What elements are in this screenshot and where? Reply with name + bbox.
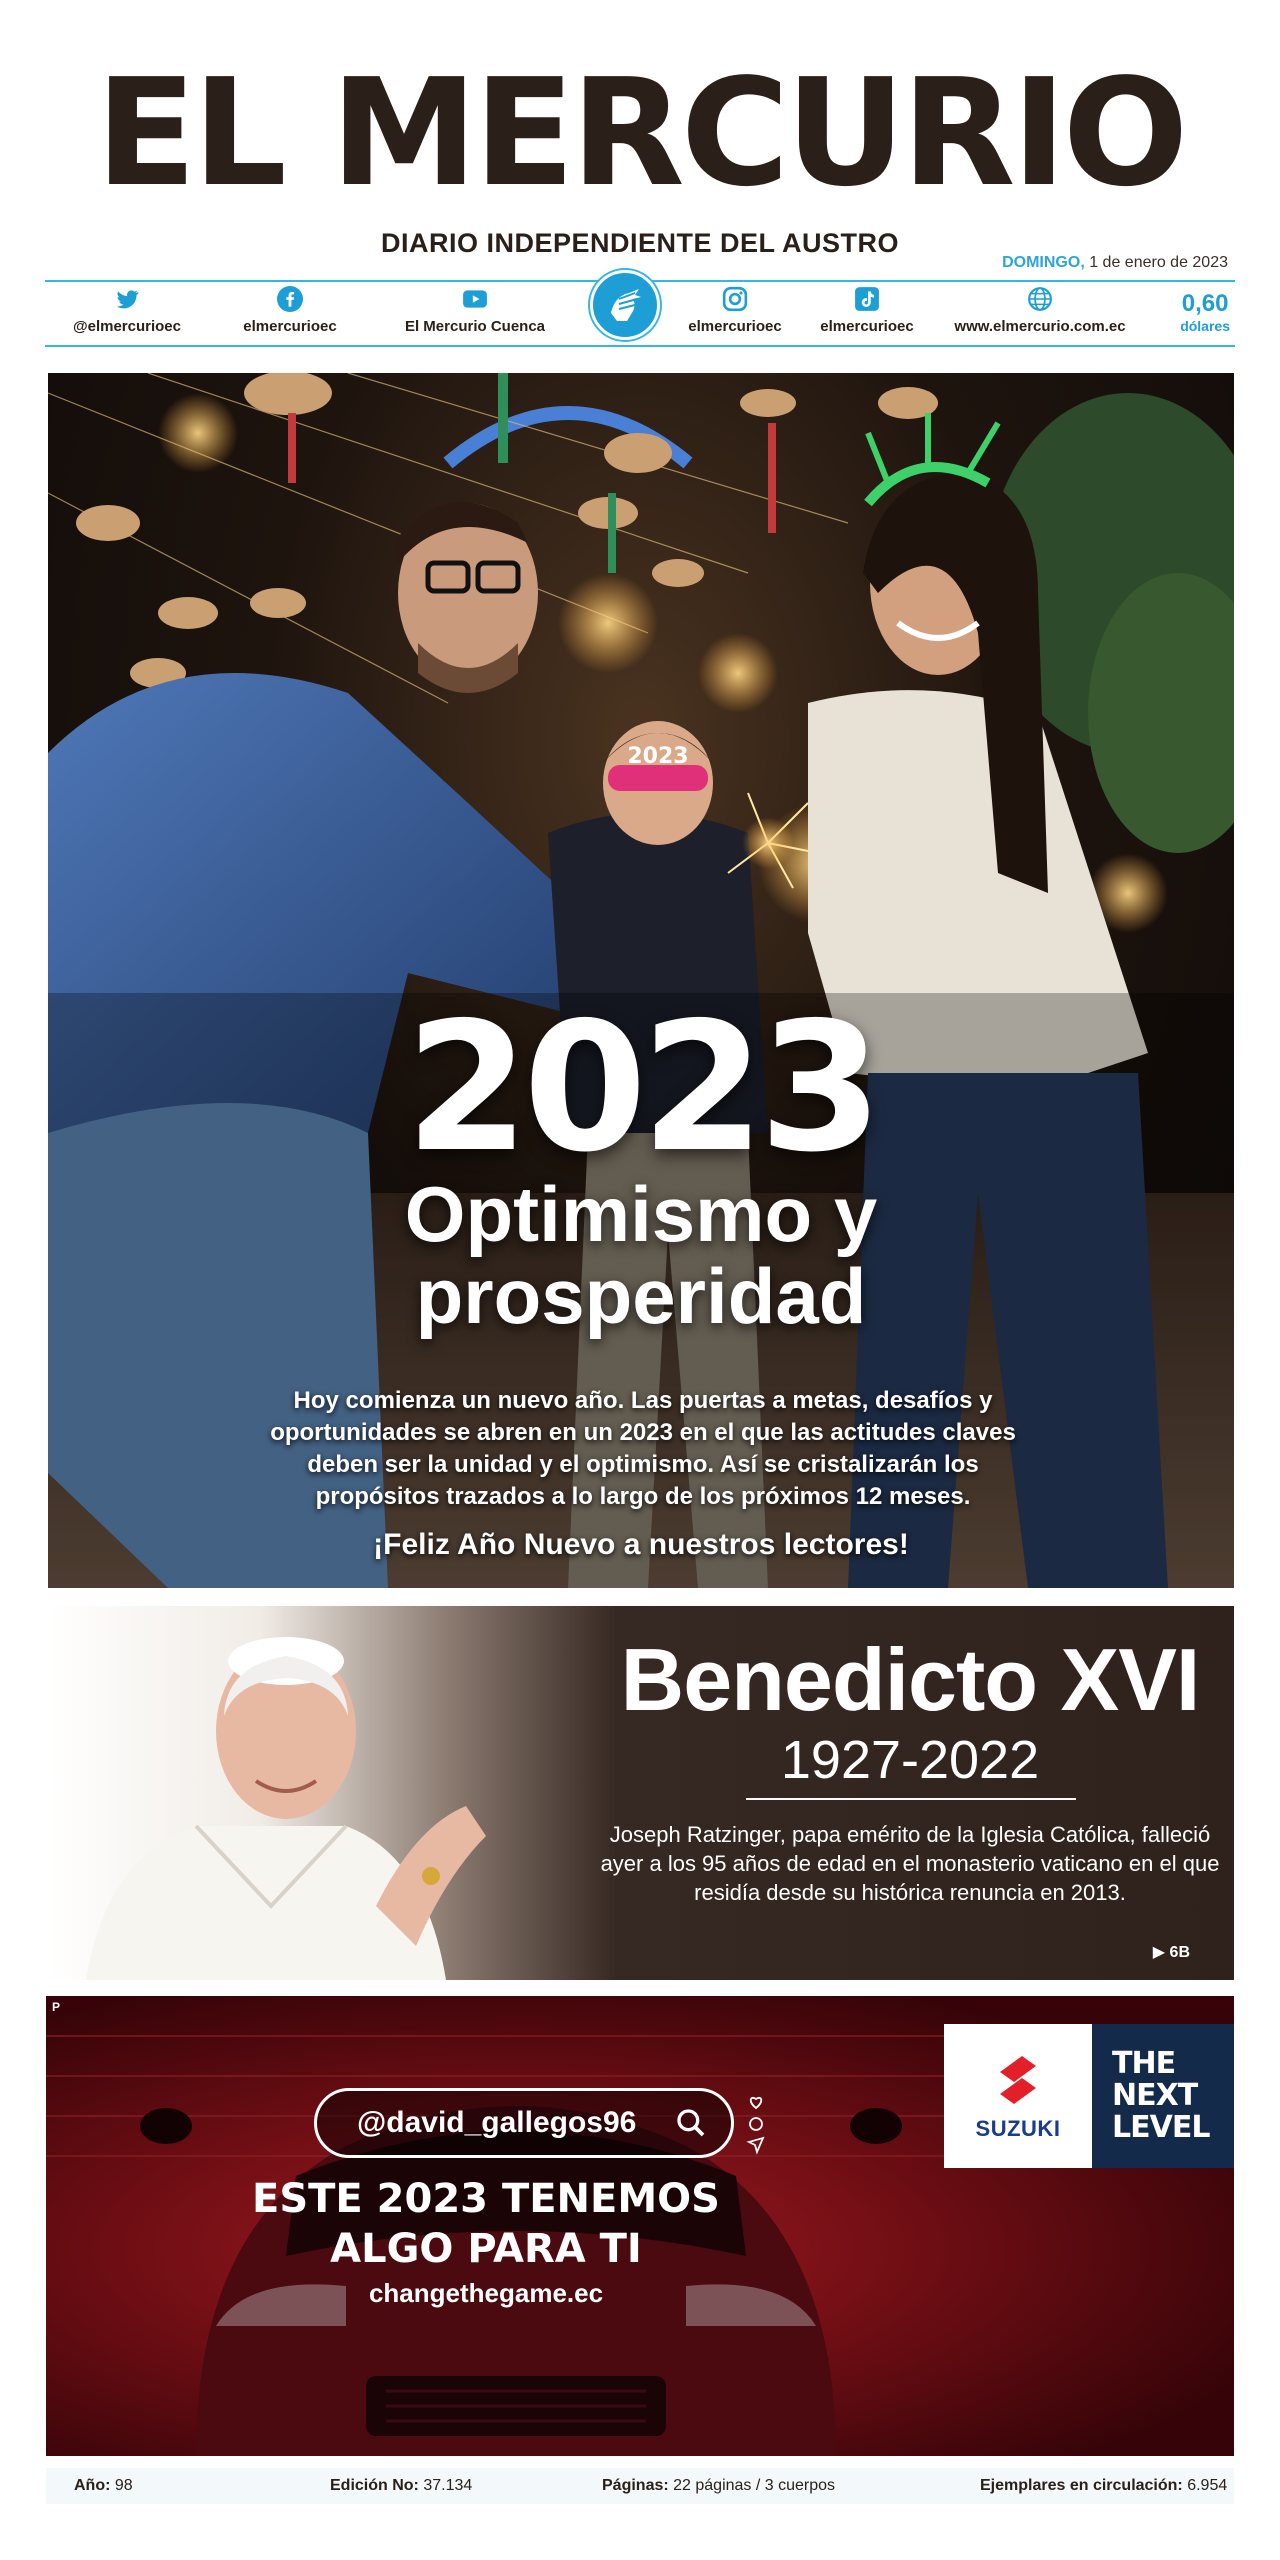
search-icon: [675, 2107, 707, 2139]
slogan-line1: THE: [1112, 2046, 1176, 2081]
slogan-line2: NEXT: [1112, 2078, 1198, 2113]
footer-circulation: Ejemplares en circulación: 6.954: [980, 2477, 1228, 2494]
social-actions-icons: [746, 2092, 766, 2158]
tiktok-handle: elmercurioec: [820, 318, 914, 335]
comment-icon: [750, 2118, 762, 2130]
benedict-divider: [746, 1798, 1076, 1800]
mercury-head-icon: [593, 273, 657, 337]
footer-year: Año: 98: [74, 2477, 133, 2494]
play-icon: ▶: [1152, 1944, 1170, 1961]
heart-icon: [751, 2098, 762, 2108]
hero-greeting: ¡Feliz Año Nuevo a nuestros lectores!: [373, 1528, 909, 1561]
price-amount: 0,60: [1181, 290, 1229, 317]
facebook-handle: elmercurioec: [243, 318, 337, 335]
benedict-story[interactable]: [46, 1606, 1234, 1980]
bottom-rule: [45, 345, 1235, 347]
slogan-text: [1112, 2048, 1222, 2144]
social-tiktok[interactable]: [812, 286, 922, 344]
ad-headline: [246, 2174, 726, 2274]
hero-headline-line2: prosperidad: [415, 1252, 867, 1340]
price-currency: dólares: [1180, 318, 1230, 334]
social-instagram[interactable]: [680, 286, 790, 344]
twitter-icon: [114, 286, 140, 312]
page-reference-label: 6B: [1169, 1944, 1190, 1961]
footer-pages: Páginas: 22 páginas / 3 cuerpos: [602, 2477, 836, 2494]
date-day: DOMINGO,: [1002, 254, 1085, 271]
page-reference[interactable]: [1153, 1942, 1190, 1962]
benedict-years: 1927-2022: [780, 1730, 1040, 1790]
hero-headline[interactable]: [48, 1170, 1234, 1340]
edition-footer: [46, 2468, 1234, 2504]
newspaper-logo[interactable]: EL MERCURIO: [95, 47, 1185, 219]
instagram-handle-search[interactable]: [314, 2088, 734, 2158]
date-rest: 1 de enero de 2023: [1084, 254, 1228, 271]
globe-icon: [1027, 286, 1053, 312]
tiktok-icon: [854, 286, 880, 312]
instagram-handle: elmercurioec: [688, 318, 782, 335]
hero-story[interactable]: [48, 373, 1234, 1588]
benedict-portrait: [46, 1606, 566, 1980]
twitter-handle: @elmercurioec: [72, 318, 181, 335]
send-icon: [749, 2138, 763, 2152]
hero-headline-line1: Optimismo y: [404, 1170, 878, 1258]
social-facebook[interactable]: [230, 286, 350, 344]
hero-year: 2023: [405, 984, 877, 1191]
dateline: [1002, 254, 1228, 272]
social-youtube[interactable]: [395, 286, 555, 344]
ad-url[interactable]: changethegame.ec: [368, 2278, 604, 2308]
ad-headline-line1: ESTE 2023 TENEMOS: [252, 2176, 720, 2222]
benedict-summary: Joseph Ratzinger, papa emérito de la Iglesia Católica, falleció ayer a los 95 años de edad en el monasterio vaticano en el que residía desde su histórica renuncia en 2013.: [600, 1822, 1220, 1905]
price: [1180, 290, 1230, 334]
newspaper-emblem: [590, 270, 660, 340]
glasses-year-text: 2023: [627, 744, 689, 769]
masthead: [0, 0, 1280, 370]
suzuki-advertisement[interactable]: [46, 1996, 1234, 2456]
website-url: www.elmercurio.com.ec: [954, 318, 1126, 335]
youtube-icon: [462, 286, 488, 312]
suzuki-s-logo-icon: [992, 2052, 1044, 2108]
suzuki-brand-block[interactable]: [944, 2024, 1234, 2168]
suzuki-wordmark: SUZUKI: [975, 2116, 1061, 2141]
social-web[interactable]: [940, 286, 1140, 344]
ad-headline-line2: ALGO PARA TI: [330, 2226, 642, 2272]
benedict-name: Benedicto XVI: [620, 1630, 1200, 1729]
handle-text: @david_gallegos96: [357, 2106, 637, 2139]
instagram-icon: [722, 286, 748, 312]
slogan-line3: LEVEL: [1112, 2110, 1210, 2145]
sponsored-mark: P: [52, 2000, 61, 2014]
youtube-channel: El Mercurio Cuenca: [404, 318, 546, 335]
tagline: DIARIO INDEPENDIENTE DEL AUSTRO: [380, 228, 900, 258]
social-twitter[interactable]: [62, 286, 192, 344]
facebook-icon: [277, 286, 303, 312]
hero-body-text: Hoy comienza un nuevo año. Las puertas a metas, desafíos y oportunidades se abren en un 2023 en el que las actitudes claves deben ser la unidad y el optimismo. Así se cristalizarán los propósitos trazados a lo largo de los próximos 12 meses.: [270, 1387, 1016, 1510]
footer-edition: Edición No: 37.134: [330, 2477, 473, 2494]
